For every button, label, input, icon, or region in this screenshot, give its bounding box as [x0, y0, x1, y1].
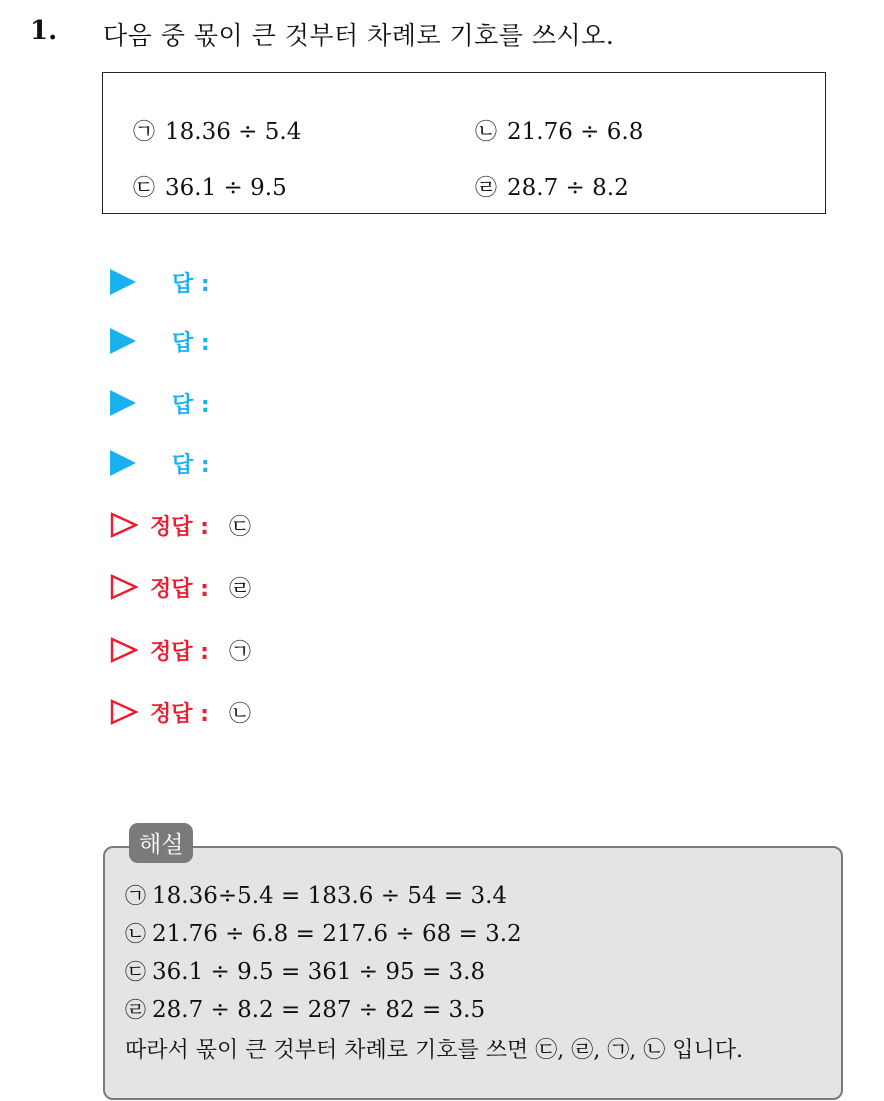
solution-line-4-mark: ㉣: [125, 998, 146, 1022]
play-arrow-icon: [110, 450, 136, 476]
question-text: 다음 중 몫이 큰 것부터 차례로 기호를 쓰시오.: [103, 21, 615, 50]
answer-label: 답 :: [172, 271, 210, 297]
answer-key-value: ㉠: [228, 639, 251, 665]
outline-arrow-icon: [110, 574, 138, 600]
option-3: [133, 171, 287, 202]
outline-arrow-icon: [110, 699, 138, 725]
solution-line-3-text: 36.1 ÷ 9.5 = 361 ÷ 95 = 3.8: [152, 959, 486, 985]
answer-key-value: ㉣: [228, 576, 251, 602]
solution-line-2-text: 21.76 ÷ 6.8 = 217.6 ÷ 68 = 3.2: [152, 921, 522, 947]
option-4-mark: ㉣: [475, 176, 498, 201]
answer-key-label: 정답 :: [150, 576, 209, 602]
options-box: [102, 72, 826, 214]
solution-line-2-mark: ㉡: [125, 922, 146, 946]
option-3-mark: ㉢: [133, 176, 156, 201]
solution-tag: 해설: [129, 823, 193, 863]
solution-line-1-text: 18.36÷5.4 = 183.6 ÷ 54 = 3.4: [152, 883, 508, 909]
play-arrow-icon: [110, 269, 136, 295]
solution-line-4-text: 28.7 ÷ 8.2 = 287 ÷ 82 = 3.5: [152, 997, 486, 1023]
play-arrow-icon: [110, 390, 136, 416]
answer-key-label: 정답 :: [150, 701, 209, 727]
solution-line-4: [125, 994, 485, 1024]
solution-line-2: [125, 918, 522, 948]
answer-key-label: 정답 :: [150, 639, 209, 665]
answer-key-row-2: [110, 567, 251, 607]
answer-key-row-4: [110, 692, 251, 732]
option-2-expr: 21.76 ÷ 6.8: [507, 119, 644, 145]
solution-line-1: [125, 880, 507, 910]
play-arrow-icon: [110, 328, 136, 354]
answer-label: 답 :: [172, 330, 210, 356]
option-2-mark: ㉡: [475, 120, 498, 145]
answer-key-row-3: [110, 630, 251, 670]
answer-key-row-1: [110, 505, 251, 545]
answer-row-2: [110, 321, 210, 361]
option-3-expr: 36.1 ÷ 9.5: [165, 175, 287, 201]
option-1-mark: ㉠: [133, 120, 156, 145]
answer-key-value: ㉡: [228, 701, 251, 727]
outline-arrow-icon: [110, 512, 138, 538]
option-1-expr: 18.36 ÷ 5.4: [165, 119, 302, 145]
option-1: [133, 115, 301, 146]
question-number: 1.: [30, 16, 58, 46]
answer-label: 답 :: [172, 392, 210, 418]
answer-key-value: ㉢: [228, 514, 251, 540]
option-2: [475, 115, 643, 146]
solution-line-3: [125, 956, 485, 986]
answer-row-4: [110, 443, 210, 483]
solution-line-1-mark: ㉠: [125, 884, 146, 908]
solution-line-3-mark: ㉢: [125, 960, 146, 984]
option-4-expr: 28.7 ÷ 8.2: [507, 175, 629, 201]
answer-row-1: [110, 262, 210, 302]
solution-conclusion: 따라서 몫이 큰 것부터 차례로 기호를 쓰면 ㉢, ㉣, ㉠, ㉡ 입니다.: [125, 1038, 743, 1063]
outline-arrow-icon: [110, 637, 138, 663]
answer-label: 답 :: [172, 452, 210, 478]
answer-row-3: [110, 383, 210, 423]
option-4: [475, 171, 629, 202]
answer-key-label: 정답 :: [150, 514, 209, 540]
